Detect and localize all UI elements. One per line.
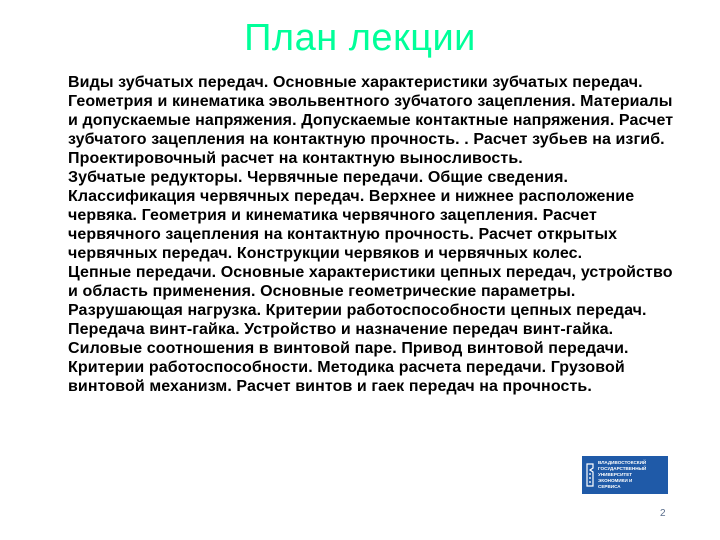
university-emblem-icon (582, 456, 668, 494)
svg-text:СЕРВИСА: СЕРВИСА (598, 484, 621, 489)
plan-item-screw-nut-transmissions: Передача винт-гайка. Устройство и назначение передач винт-гайка. Силовые соотношения в винтовой паре. Привод винтовой передачи. Критерии работоспособности. Методика расчета передачи. Грузовой винтовой механизм. Расчет винтов и гаек передач на прочность. (68, 321, 629, 395)
university-logo (582, 456, 668, 494)
svg-text:ЭКОНОМИКИ И: ЭКОНОМИКИ И (598, 478, 633, 483)
svg-text:ВЛАДИВОСТОКСКИЙ: ВЛАДИВОСТОКСКИЙ (598, 460, 647, 465)
plan-item-chain-transmissions: Цепные передачи. Основные характеристики цепных передач, устройство и область применения. Основные геометрические параметры. Разрушающая нагрузка. Критерии работоспособности цепных передач. (68, 264, 673, 319)
lecture-plan-body (68, 73, 674, 396)
slide-title: План лекции (244, 17, 476, 59)
svg-text:УНИВЕРСИТЕТ: УНИВЕРСИТЕТ (598, 472, 633, 477)
plan-item-gear-transmissions: Виды зубчатых передач. Основные характеристики зубчатых передач. Геометрия и кинематика эвольвентного зубчатого зацепления. Материалы и допускаемые напряжения. Допускаемые контактные напряжения. Расчет зубчатого зацепления на контактную прочность. . Расчет зубьев на изгиб. Проектировочный расчет на контактную выносливость. (68, 74, 674, 167)
plan-item-worm-transmissions: Зубчатые редукторы. Червячные передачи. Общие сведения. Классификация червячных передач. Верхнее и нижнее расположение червяка. Геометрия и кинематика червячного зацепления. Расчет червячного зацепления на контактную прочность. Расчет открытых червячных передач. Конструкции червяков и червячных колес. (68, 169, 635, 262)
svg-text:ГОСУДАРСТВЕННЫЙ: ГОСУДАРСТВЕННЫЙ (598, 466, 647, 471)
page-number: 2 (660, 508, 666, 519)
